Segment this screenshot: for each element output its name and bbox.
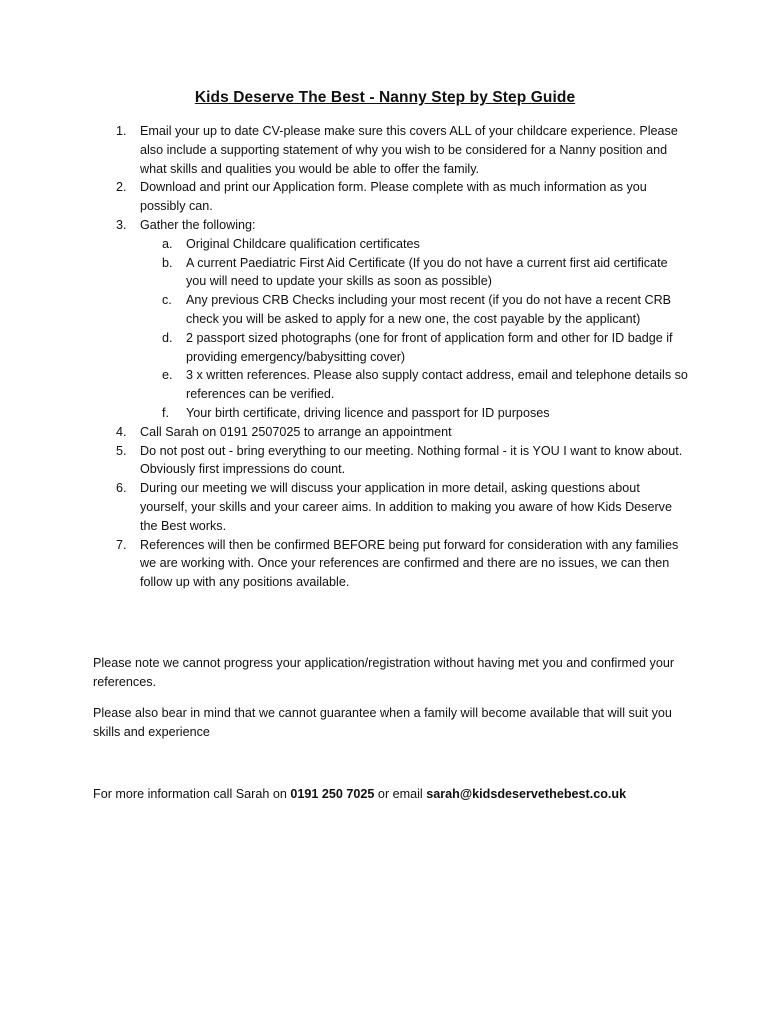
step-7 (110, 536, 690, 592)
note-meeting-required: Please note we cannot progress your application/registration without having met you and confirmed your references. (93, 656, 675, 689)
gather-letter: b. (162, 255, 173, 270)
step-text: Email your up to date CV-please make sure this covers ALL of your childcare experience. Please also include a supporting statement of why you wish to be considered for a Nanny position and what skills and qualities you would be able to offer the family. (140, 124, 678, 176)
gather-item-b (110, 254, 690, 292)
gather-item-d (110, 329, 690, 367)
step-number: 6. (116, 481, 127, 496)
step-text: Gather the following: (140, 217, 256, 232)
gather-text: 3 x written references. Please also supply contact address, email and telephone details so references can be verified. (186, 368, 688, 402)
note-no-guarantee: Please also bear in mind that we cannot guarantee when a family will become available that will suit you skills and experience (93, 706, 672, 739)
step-4 (110, 423, 690, 442)
gather-letter: c. (162, 293, 172, 308)
gather-letter: f. (162, 405, 169, 420)
step-text: Download and print our Application form. Please complete with as much information as you possibly can. (140, 180, 647, 214)
contact-prefix: For more information call Sarah on (93, 787, 291, 801)
step-number: 2. (116, 180, 127, 195)
contact-middle: or email (374, 787, 427, 801)
step-3 (110, 216, 690, 235)
gather-item-f (110, 404, 690, 423)
contact-footer (93, 785, 693, 804)
gather-text: A current Paediatric First Aid Certificate (If you do not have a current first aid certificate you will need to update your skills as soon as possible) (186, 255, 668, 289)
step-number: 1. (116, 124, 127, 138)
step-1 (110, 122, 690, 178)
step-2 (110, 178, 690, 216)
step-number: 5. (116, 443, 127, 458)
gather-item-c (110, 291, 690, 329)
gather-text: Any previous CRB Checks including your most recent (if you do not have a recent CRB check you will be asked to apply for a new one, the cost payable by the applicant) (186, 293, 672, 326)
step-5 (110, 442, 690, 480)
step-text: Do not post out - bring everything to our meeting. Nothing formal - it is YOU I want to know about. Obviously first impressions do count. (140, 443, 683, 477)
contact-email[interactable]: sarah@kidsdeservethebest.co.uk (426, 787, 627, 801)
gather-text: Your birth certificate, driving licence and passport for ID purposes (186, 405, 550, 420)
steps-list (110, 122, 690, 592)
step-text: Call Sarah on 0191 2507025 to arrange an appointment (140, 424, 452, 439)
gather-letter: d. (162, 330, 173, 345)
gather-text: 2 passport sized photographs (one for front of application form and other for ID badge if providing emergency/babysitting cover) (186, 330, 673, 364)
step-text: During our meeting we will discuss your application in more detail, asking questions about yourself, your skills and your career aims. In addition to making you aware of how Kids Deserve the Best works. (140, 481, 672, 533)
step-number: 3. (116, 217, 127, 232)
gather-item-a (110, 235, 690, 254)
document-title: Kids Deserve The Best - Nanny Step by Step Guide (194, 89, 576, 106)
gather-letter: a. (162, 236, 173, 251)
gather-item-e (110, 366, 690, 404)
step-6 (110, 479, 690, 535)
gather-text: Original Childcare qualification certificates (186, 236, 420, 251)
gather-letter: e. (162, 368, 173, 383)
step-text: References will then be confirmed BEFORE being put forward for consideration with any families we are working with. Once your references are confirmed and there are no issues, we can then follow up with any positions available. (140, 537, 679, 590)
step-number: 7. (116, 537, 127, 552)
contact-phone: 0191 250 7025 (290, 787, 375, 801)
step-number: 4. (116, 424, 127, 439)
